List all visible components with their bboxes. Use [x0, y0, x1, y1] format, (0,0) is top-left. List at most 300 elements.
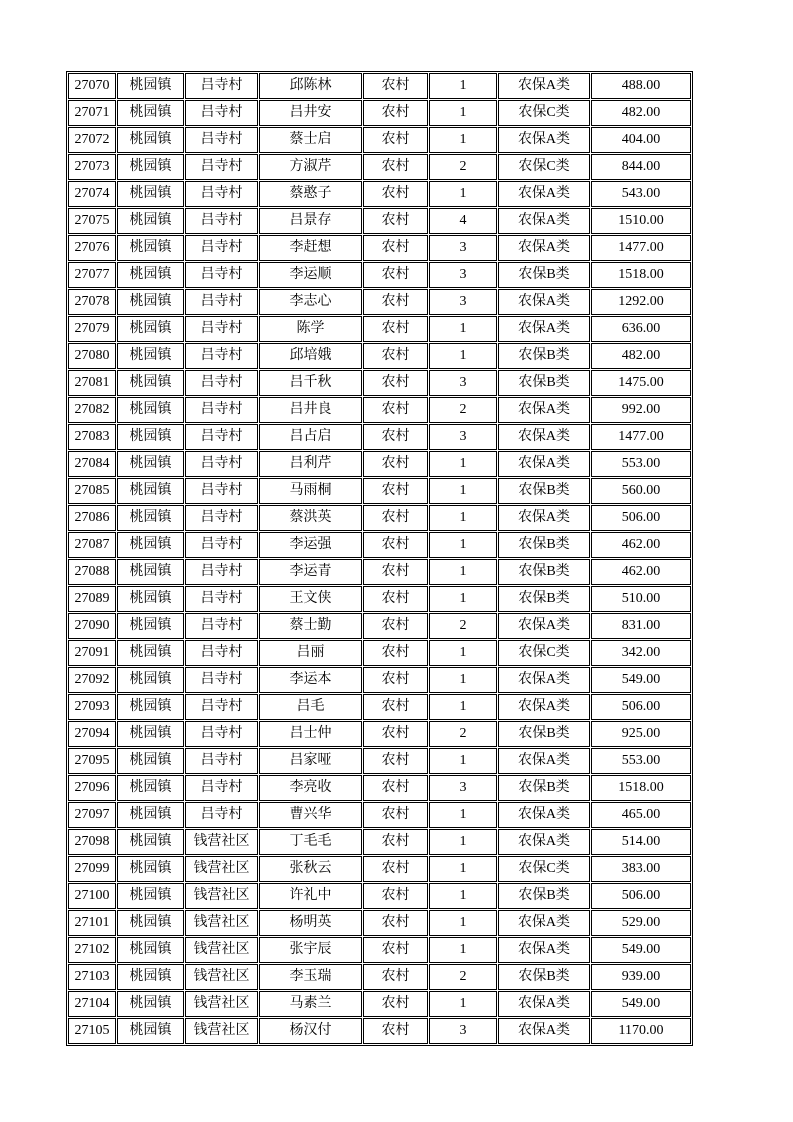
cell-insurance-type: 农保C类	[498, 154, 590, 180]
cell-person-name: 马素兰	[259, 991, 362, 1017]
cell-person-count: 2	[429, 964, 497, 990]
cell-record-id: 27097	[68, 802, 116, 828]
table-row	[68, 748, 691, 774]
table-row	[68, 532, 691, 558]
cell-person-name: 王文侠	[259, 586, 362, 612]
cell-town: 桃园镇	[117, 829, 184, 855]
cell-record-id: 27072	[68, 127, 116, 153]
cell-amount: 506.00	[591, 883, 691, 909]
cell-amount: 992.00	[591, 397, 691, 423]
cell-person-count: 1	[429, 478, 497, 504]
cell-amount: 488.00	[591, 73, 691, 99]
cell-category: 农村	[363, 262, 428, 288]
cell-person-count: 3	[429, 370, 497, 396]
cell-record-id: 27099	[68, 856, 116, 882]
cell-person-name: 李玉瑞	[259, 964, 362, 990]
cell-amount: 1475.00	[591, 370, 691, 396]
cell-record-id: 27075	[68, 208, 116, 234]
table-row	[68, 289, 691, 315]
cell-person-name: 吕利芹	[259, 451, 362, 477]
table-body	[68, 73, 691, 1044]
cell-town: 桃园镇	[117, 262, 184, 288]
cell-person-name: 杨汉付	[259, 1018, 362, 1044]
cell-record-id: 27081	[68, 370, 116, 396]
cell-village: 吕寺村	[185, 505, 258, 531]
cell-insurance-type: 农保B类	[498, 532, 590, 558]
cell-insurance-type: 农保B类	[498, 478, 590, 504]
table-row	[68, 343, 691, 369]
cell-record-id: 27101	[68, 910, 116, 936]
cell-amount: 342.00	[591, 640, 691, 666]
cell-amount: 549.00	[591, 937, 691, 963]
cell-person-name: 蔡洪英	[259, 505, 362, 531]
cell-person-count: 1	[429, 73, 497, 99]
cell-amount: 831.00	[591, 613, 691, 639]
cell-person-count: 1	[429, 532, 497, 558]
cell-person-count: 2	[429, 397, 497, 423]
cell-town: 桃园镇	[117, 856, 184, 882]
cell-insurance-type: 农保A类	[498, 1018, 590, 1044]
table-row	[68, 991, 691, 1017]
cell-category: 农村	[363, 397, 428, 423]
cell-insurance-type: 农保A类	[498, 73, 590, 99]
cell-category: 农村	[363, 532, 428, 558]
cell-town: 桃园镇	[117, 127, 184, 153]
cell-person-count: 1	[429, 667, 497, 693]
cell-insurance-type: 农保B类	[498, 883, 590, 909]
cell-category: 农村	[363, 829, 428, 855]
cell-record-id: 27100	[68, 883, 116, 909]
cell-person-name: 吕占启	[259, 424, 362, 450]
cell-person-count: 1	[429, 100, 497, 126]
cell-insurance-type: 农保C类	[498, 640, 590, 666]
table-row	[68, 451, 691, 477]
table-row	[68, 424, 691, 450]
cell-person-count: 1	[429, 748, 497, 774]
cell-town: 桃园镇	[117, 748, 184, 774]
cell-village: 吕寺村	[185, 73, 258, 99]
cell-village: 吕寺村	[185, 262, 258, 288]
cell-insurance-type: 农保B类	[498, 721, 590, 747]
cell-amount: 514.00	[591, 829, 691, 855]
cell-category: 农村	[363, 559, 428, 585]
cell-insurance-type: 农保B类	[498, 343, 590, 369]
cell-category: 农村	[363, 937, 428, 963]
cell-town: 桃园镇	[117, 991, 184, 1017]
cell-person-count: 1	[429, 694, 497, 720]
cell-person-name: 吕士仲	[259, 721, 362, 747]
cell-category: 农村	[363, 289, 428, 315]
cell-amount: 383.00	[591, 856, 691, 882]
cell-town: 桃园镇	[117, 937, 184, 963]
cell-town: 桃园镇	[117, 316, 184, 342]
cell-insurance-type: 农保C类	[498, 100, 590, 126]
cell-person-name: 丁毛毛	[259, 829, 362, 855]
cell-insurance-type: 农保A类	[498, 748, 590, 774]
cell-village: 钱营社区	[185, 883, 258, 909]
cell-record-id: 27073	[68, 154, 116, 180]
cell-category: 农村	[363, 343, 428, 369]
cell-category: 农村	[363, 127, 428, 153]
cell-town: 桃园镇	[117, 73, 184, 99]
cell-amount: 506.00	[591, 505, 691, 531]
cell-town: 桃园镇	[117, 451, 184, 477]
cell-amount: 465.00	[591, 802, 691, 828]
cell-insurance-type: 农保A类	[498, 208, 590, 234]
cell-town: 桃园镇	[117, 667, 184, 693]
cell-village: 吕寺村	[185, 559, 258, 585]
cell-town: 桃园镇	[117, 100, 184, 126]
cell-amount: 1518.00	[591, 775, 691, 801]
table-row	[68, 613, 691, 639]
cell-record-id: 27079	[68, 316, 116, 342]
cell-person-count: 1	[429, 640, 497, 666]
cell-record-id: 27098	[68, 829, 116, 855]
cell-town: 桃园镇	[117, 478, 184, 504]
cell-person-name: 李运强	[259, 532, 362, 558]
cell-category: 农村	[363, 100, 428, 126]
cell-record-id: 27076	[68, 235, 116, 261]
cell-record-id: 27078	[68, 289, 116, 315]
cell-town: 桃园镇	[117, 1018, 184, 1044]
cell-person-count: 1	[429, 586, 497, 612]
cell-insurance-type: 农保B类	[498, 370, 590, 396]
cell-amount: 1292.00	[591, 289, 691, 315]
cell-amount: 549.00	[591, 991, 691, 1017]
cell-record-id: 27103	[68, 964, 116, 990]
cell-person-name: 李运本	[259, 667, 362, 693]
cell-village: 吕寺村	[185, 100, 258, 126]
cell-person-count: 2	[429, 154, 497, 180]
cell-person-name: 曹兴华	[259, 802, 362, 828]
cell-person-name: 马雨桐	[259, 478, 362, 504]
cell-insurance-type: 农保A类	[498, 316, 590, 342]
table-row	[68, 829, 691, 855]
cell-person-count: 3	[429, 775, 497, 801]
table-row	[68, 127, 691, 153]
cell-amount: 549.00	[591, 667, 691, 693]
cell-person-count: 1	[429, 991, 497, 1017]
cell-category: 农村	[363, 235, 428, 261]
cell-person-name: 李运青	[259, 559, 362, 585]
cell-town: 桃园镇	[117, 532, 184, 558]
table-row	[68, 397, 691, 423]
cell-person-count: 3	[429, 262, 497, 288]
cell-village: 钱营社区	[185, 829, 258, 855]
cell-category: 农村	[363, 856, 428, 882]
cell-person-name: 吕千秋	[259, 370, 362, 396]
cell-amount: 529.00	[591, 910, 691, 936]
cell-category: 农村	[363, 964, 428, 990]
cell-amount: 560.00	[591, 478, 691, 504]
cell-amount: 543.00	[591, 181, 691, 207]
cell-category: 农村	[363, 586, 428, 612]
cell-village: 吕寺村	[185, 154, 258, 180]
table-row	[68, 559, 691, 585]
cell-person-name: 吕家哑	[259, 748, 362, 774]
cell-category: 农村	[363, 775, 428, 801]
cell-village: 吕寺村	[185, 532, 258, 558]
table-row	[68, 937, 691, 963]
cell-person-name: 吕毛	[259, 694, 362, 720]
cell-village: 钱营社区	[185, 1018, 258, 1044]
cell-person-name: 邱陈林	[259, 73, 362, 99]
cell-town: 桃园镇	[117, 343, 184, 369]
table-row	[68, 73, 691, 99]
cell-insurance-type: 农保A类	[498, 667, 590, 693]
cell-amount: 506.00	[591, 694, 691, 720]
cell-category: 农村	[363, 451, 428, 477]
cell-category: 农村	[363, 748, 428, 774]
cell-village: 吕寺村	[185, 397, 258, 423]
cell-village: 吕寺村	[185, 370, 258, 396]
cell-amount: 1477.00	[591, 424, 691, 450]
cell-category: 农村	[363, 883, 428, 909]
cell-record-id: 27070	[68, 73, 116, 99]
cell-record-id: 27093	[68, 694, 116, 720]
cell-village: 钱营社区	[185, 991, 258, 1017]
cell-village: 吕寺村	[185, 451, 258, 477]
cell-insurance-type: 农保B类	[498, 586, 590, 612]
cell-town: 桃园镇	[117, 613, 184, 639]
cell-insurance-type: 农保A类	[498, 235, 590, 261]
table-row	[68, 316, 691, 342]
cell-record-id: 27088	[68, 559, 116, 585]
cell-village: 吕寺村	[185, 127, 258, 153]
cell-town: 桃园镇	[117, 289, 184, 315]
cell-town: 桃园镇	[117, 424, 184, 450]
cell-village: 吕寺村	[185, 613, 258, 639]
cell-category: 农村	[363, 721, 428, 747]
cell-amount: 404.00	[591, 127, 691, 153]
cell-category: 农村	[363, 694, 428, 720]
cell-person-count: 1	[429, 829, 497, 855]
table-row	[68, 640, 691, 666]
cell-town: 桃园镇	[117, 505, 184, 531]
table-row	[68, 505, 691, 531]
cell-record-id: 27089	[68, 586, 116, 612]
cell-amount: 939.00	[591, 964, 691, 990]
cell-person-count: 3	[429, 289, 497, 315]
cell-category: 农村	[363, 424, 428, 450]
cell-record-id: 27087	[68, 532, 116, 558]
cell-town: 桃园镇	[117, 802, 184, 828]
cell-village: 吕寺村	[185, 235, 258, 261]
cell-insurance-type: 农保A类	[498, 127, 590, 153]
cell-village: 吕寺村	[185, 721, 258, 747]
cell-insurance-type: 农保C类	[498, 856, 590, 882]
table-row	[68, 100, 691, 126]
cell-person-name: 张宇辰	[259, 937, 362, 963]
cell-person-count: 1	[429, 559, 497, 585]
cell-person-count: 1	[429, 883, 497, 909]
cell-record-id: 27071	[68, 100, 116, 126]
cell-insurance-type: 农保A类	[498, 991, 590, 1017]
cell-record-id: 27104	[68, 991, 116, 1017]
cell-person-name: 吕景存	[259, 208, 362, 234]
cell-category: 农村	[363, 370, 428, 396]
cell-person-name: 蔡士启	[259, 127, 362, 153]
cell-insurance-type: 农保A类	[498, 937, 590, 963]
cell-person-count: 1	[429, 181, 497, 207]
cell-insurance-type: 农保A类	[498, 505, 590, 531]
cell-amount: 1477.00	[591, 235, 691, 261]
table-row	[68, 910, 691, 936]
cell-insurance-type: 农保A类	[498, 802, 590, 828]
cell-amount: 925.00	[591, 721, 691, 747]
table-row	[68, 802, 691, 828]
cell-record-id: 27096	[68, 775, 116, 801]
cell-person-count: 3	[429, 1018, 497, 1044]
cell-village: 吕寺村	[185, 694, 258, 720]
table-row	[68, 883, 691, 909]
cell-person-count: 1	[429, 505, 497, 531]
cell-town: 桃园镇	[117, 910, 184, 936]
cell-category: 农村	[363, 667, 428, 693]
cell-category: 农村	[363, 1018, 428, 1044]
cell-person-name: 李运顺	[259, 262, 362, 288]
cell-person-name: 方淑芹	[259, 154, 362, 180]
cell-record-id: 27082	[68, 397, 116, 423]
table-row	[68, 694, 691, 720]
cell-person-count: 3	[429, 235, 497, 261]
cell-village: 吕寺村	[185, 667, 258, 693]
cell-person-count: 4	[429, 208, 497, 234]
cell-town: 桃园镇	[117, 181, 184, 207]
cell-insurance-type: 农保A类	[498, 424, 590, 450]
cell-person-count: 3	[429, 424, 497, 450]
cell-category: 农村	[363, 316, 428, 342]
cell-town: 桃园镇	[117, 883, 184, 909]
cell-insurance-type: 农保B类	[498, 262, 590, 288]
cell-record-id: 27095	[68, 748, 116, 774]
cell-record-id: 27092	[68, 667, 116, 693]
cell-person-count: 1	[429, 127, 497, 153]
cell-record-id: 27085	[68, 478, 116, 504]
cell-category: 农村	[363, 802, 428, 828]
cell-person-name: 吕丽	[259, 640, 362, 666]
cell-record-id: 27077	[68, 262, 116, 288]
table-row	[68, 1018, 691, 1044]
cell-insurance-type: 农保A类	[498, 451, 590, 477]
cell-town: 桃园镇	[117, 235, 184, 261]
cell-town: 桃园镇	[117, 721, 184, 747]
cell-record-id: 27083	[68, 424, 116, 450]
cell-amount: 462.00	[591, 559, 691, 585]
cell-person-name: 李赶想	[259, 235, 362, 261]
table-row	[68, 721, 691, 747]
cell-village: 吕寺村	[185, 478, 258, 504]
cell-village: 钱营社区	[185, 856, 258, 882]
cell-person-name: 许礼中	[259, 883, 362, 909]
cell-person-name: 李志心	[259, 289, 362, 315]
cell-person-name: 张秋云	[259, 856, 362, 882]
cell-person-name: 蔡憨子	[259, 181, 362, 207]
cell-amount: 553.00	[591, 451, 691, 477]
cell-person-count: 1	[429, 910, 497, 936]
cell-category: 农村	[363, 73, 428, 99]
cell-person-name: 陈学	[259, 316, 362, 342]
cell-insurance-type: 农保A类	[498, 694, 590, 720]
cell-amount: 482.00	[591, 100, 691, 126]
cell-category: 农村	[363, 208, 428, 234]
cell-town: 桃园镇	[117, 370, 184, 396]
cell-town: 桃园镇	[117, 397, 184, 423]
cell-category: 农村	[363, 154, 428, 180]
cell-person-name: 吕井安	[259, 100, 362, 126]
cell-town: 桃园镇	[117, 208, 184, 234]
cell-village: 吕寺村	[185, 748, 258, 774]
cell-insurance-type: 农保A类	[498, 829, 590, 855]
cell-town: 桃园镇	[117, 964, 184, 990]
cell-person-count: 1	[429, 856, 497, 882]
table-row	[68, 154, 691, 180]
cell-amount: 1518.00	[591, 262, 691, 288]
table-row	[68, 775, 691, 801]
cell-record-id: 27086	[68, 505, 116, 531]
cell-person-count: 2	[429, 721, 497, 747]
cell-amount: 844.00	[591, 154, 691, 180]
cell-amount: 462.00	[591, 532, 691, 558]
cell-person-count: 1	[429, 316, 497, 342]
cell-village: 钱营社区	[185, 910, 258, 936]
cell-record-id: 27080	[68, 343, 116, 369]
cell-record-id: 27084	[68, 451, 116, 477]
cell-town: 桃园镇	[117, 775, 184, 801]
cell-village: 吕寺村	[185, 640, 258, 666]
table-row	[68, 235, 691, 261]
cell-insurance-type: 农保A类	[498, 397, 590, 423]
cell-insurance-type: 农保B类	[498, 964, 590, 990]
table-row	[68, 667, 691, 693]
cell-amount: 482.00	[591, 343, 691, 369]
cell-category: 农村	[363, 181, 428, 207]
cell-record-id: 27074	[68, 181, 116, 207]
cell-record-id: 27094	[68, 721, 116, 747]
cell-village: 吕寺村	[185, 775, 258, 801]
cell-record-id: 27090	[68, 613, 116, 639]
cell-village: 吕寺村	[185, 343, 258, 369]
cell-person-name: 邱培娥	[259, 343, 362, 369]
table-row	[68, 181, 691, 207]
table-row	[68, 262, 691, 288]
cell-amount: 1510.00	[591, 208, 691, 234]
cell-person-name: 吕井良	[259, 397, 362, 423]
cell-amount: 510.00	[591, 586, 691, 612]
table-row	[68, 478, 691, 504]
cell-village: 吕寺村	[185, 181, 258, 207]
cell-person-count: 2	[429, 613, 497, 639]
cell-town: 桃园镇	[117, 154, 184, 180]
cell-person-count: 1	[429, 343, 497, 369]
cell-village: 吕寺村	[185, 289, 258, 315]
cell-village: 吕寺村	[185, 316, 258, 342]
cell-insurance-type: 农保A类	[498, 910, 590, 936]
cell-person-name: 蔡士勤	[259, 613, 362, 639]
cell-insurance-type: 农保A类	[498, 181, 590, 207]
cell-record-id: 27102	[68, 937, 116, 963]
cell-amount: 553.00	[591, 748, 691, 774]
cell-person-count: 1	[429, 802, 497, 828]
cell-amount: 636.00	[591, 316, 691, 342]
cell-insurance-type: 农保A类	[498, 289, 590, 315]
cell-category: 农村	[363, 478, 428, 504]
cell-person-name: 杨明英	[259, 910, 362, 936]
cell-insurance-type: 农保B类	[498, 775, 590, 801]
cell-category: 农村	[363, 505, 428, 531]
cell-category: 农村	[363, 640, 428, 666]
cell-record-id: 27091	[68, 640, 116, 666]
